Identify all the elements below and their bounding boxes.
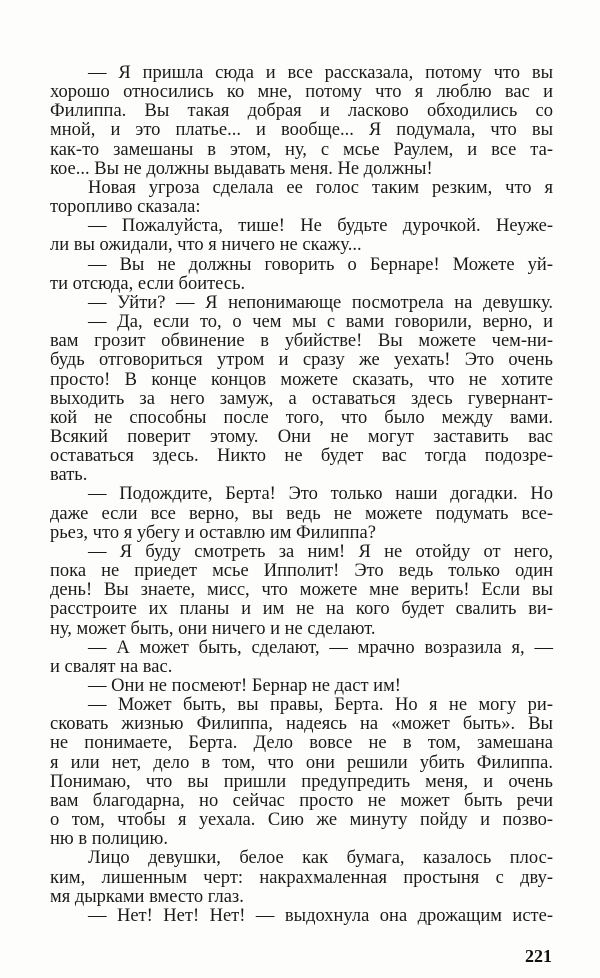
text-line: ню в полицию. xyxy=(50,829,168,850)
text-line: кое... Вы не должны выдавать меня. Не должны! xyxy=(50,158,433,179)
text-line: мной, и это платье... и вообще... Я подумала, что вы xyxy=(50,120,553,141)
text-line: просто! В конце концов можете сказать, что не хотите xyxy=(50,369,553,390)
text-line: вам благодарна, но сейчас просто не может быть речи xyxy=(50,790,553,811)
text-line: не понимаете, Берта. Дело вовсе не в том, замешана xyxy=(50,733,553,754)
page-body-text xyxy=(50,64,553,926)
text-line: Филиппа. Вы такая добрая и ласково обходились со xyxy=(50,101,553,122)
text-line: будь отговориться утром и сразу же уехать! Это очень xyxy=(50,350,553,371)
text-line: вам грозит обвинение в убийстве! Вы можете чем-ни- xyxy=(50,331,553,352)
text-line: сковать жизнью Филиппа, надеясь на «может быть». Вы xyxy=(50,714,553,735)
text-line: — Может быть, вы правы, Берта. Но я не могу ри- xyxy=(88,695,553,716)
text-line: торопливо сказала: xyxy=(50,197,201,218)
text-line: Лицо девушки, белое как бумага, казалось плос- xyxy=(88,848,553,869)
text-line: о том, чтобы я уехала. Сию же минуту пойду и позво- xyxy=(50,810,553,831)
text-line: оставаться здесь. Никто не будет вас тогда подозре- xyxy=(50,446,553,467)
text-line: ли вы ожидали, что я ничего не скажу... xyxy=(50,235,362,256)
text-line: — Они не посмеют! Бернар не даст им! xyxy=(88,676,401,696)
text-line: ти отсюда, если боитесь. xyxy=(50,273,246,294)
page-number: 221 xyxy=(525,946,552,966)
text-line: кой не способны после того, что было между вами. xyxy=(50,407,553,428)
text-line: даже если все верно, вы ведь не можете подумать все- xyxy=(50,503,553,524)
text-line: пока не приедет мсье Ипполит! Это ведь только один xyxy=(50,561,553,582)
text-line: как-то замешаны в этом, ну, с мсье Раулем, и все та- xyxy=(50,139,553,160)
text-line: — Я буду смотреть за ним! Я не отойду от него, xyxy=(88,541,553,562)
text-line: вать. xyxy=(50,465,88,486)
text-line: Понимаю, что вы пришли предупредить меня, и очень xyxy=(50,771,553,792)
text-line: — Да, если то, о чем мы с вами говорили, верно, и xyxy=(88,312,553,333)
text-line: — Пожалуйста, тише! Не будьте дурочкой. Неуже- xyxy=(88,216,553,237)
text-line: — Нет! Нет! Нет! — выдохнула она дрожащим исте- xyxy=(88,905,553,926)
text-line: — Вы не должны говорить о Бернаре! Можете уй- xyxy=(88,254,553,275)
text-line: хорошо относились ко мне, потому что я люблю вас и xyxy=(50,82,553,103)
text-line: — Подождите, Берта! Это только наши догадки. Но xyxy=(88,484,553,505)
text-line: ким, лишенным черт: накрахмаленная простыня с дву- xyxy=(50,867,553,888)
text-line: день! Вы знаете, мисс, что можете мне верить! Если вы xyxy=(50,580,553,601)
text-line: — Уйти? — Я непонимающе посмотрела на девушку. xyxy=(88,292,553,313)
text-line: и свалят на вас. xyxy=(50,656,173,677)
text-line: расстроите их планы и им не на кого будет свалить ви- xyxy=(50,599,553,620)
text-line: — Я пришла сюда и все рассказала, потому что вы xyxy=(88,63,553,83)
text-line: выходить за него замуж, а оставаться здесь гувернант- xyxy=(50,388,553,409)
text-line: мя дырками вместо глаз. xyxy=(50,886,244,907)
text-line: Всякий поверит этому. Они не могут заставить вас xyxy=(50,426,553,447)
text-line: — А может быть, сделают, — мрачно возразила я, — xyxy=(88,637,553,658)
text-line: Новая угроза сделала ее голос таким резким, что я xyxy=(88,177,553,198)
text-line: рьез, что я убегу и оставлю им Филиппа? xyxy=(50,522,376,543)
text-line: ну, может быть, они ничего и не сделают. xyxy=(50,618,376,639)
text-line: я или нет, дело в том, что они решили убить Филиппа. xyxy=(50,752,553,773)
